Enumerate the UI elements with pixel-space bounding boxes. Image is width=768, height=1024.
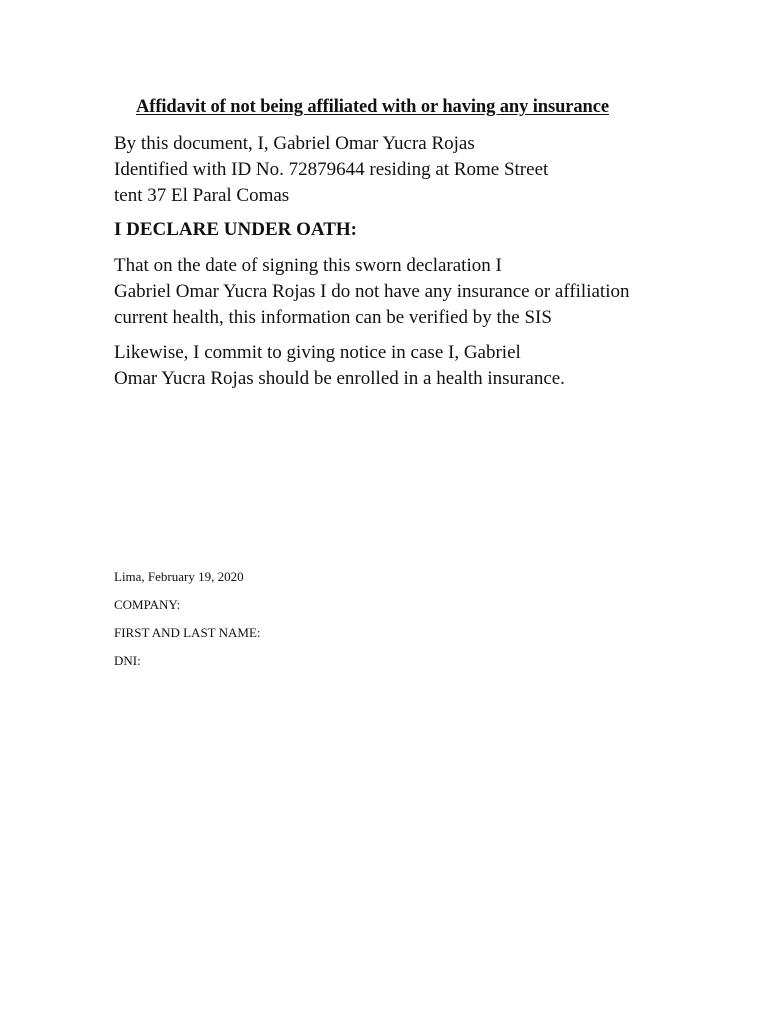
- company-label: COMPANY:: [114, 597, 181, 612]
- declaration-line: current health, this information can be verified by the SIS: [114, 307, 552, 328]
- commitment-paragraph: [114, 340, 565, 392]
- dni-label: DNI:: [114, 653, 141, 668]
- declaration-paragraph: [114, 253, 629, 331]
- intro-line: tent 37 El Paral Comas: [114, 185, 290, 206]
- place-date: Lima, February 19, 2020: [114, 569, 244, 584]
- intro-line: By this document, I, Gabriel Omar Yucra Rojas: [114, 133, 475, 154]
- intro-paragraph: [114, 131, 548, 209]
- intro-line: Identified with ID No. 72879644 residing at Rome Street: [114, 159, 549, 180]
- commitment-line: Likewise, I commit to giving notice in case I, Gabriel: [114, 342, 521, 363]
- oath-heading: I DECLARE UNDER OATH:: [114, 219, 357, 240]
- first-last-name-label: FIRST AND LAST NAME:: [114, 625, 261, 640]
- commitment-line: Omar Yucra Rojas should be enrolled in a health insurance.: [114, 368, 565, 389]
- document-title: Affidavit of not being affiliated with or having any insurance: [136, 97, 609, 117]
- declaration-line: Gabriel Omar Yucra Rojas I do not have any insurance or affiliation: [114, 281, 630, 302]
- declaration-line: That on the date of signing this sworn declaration I: [114, 255, 502, 276]
